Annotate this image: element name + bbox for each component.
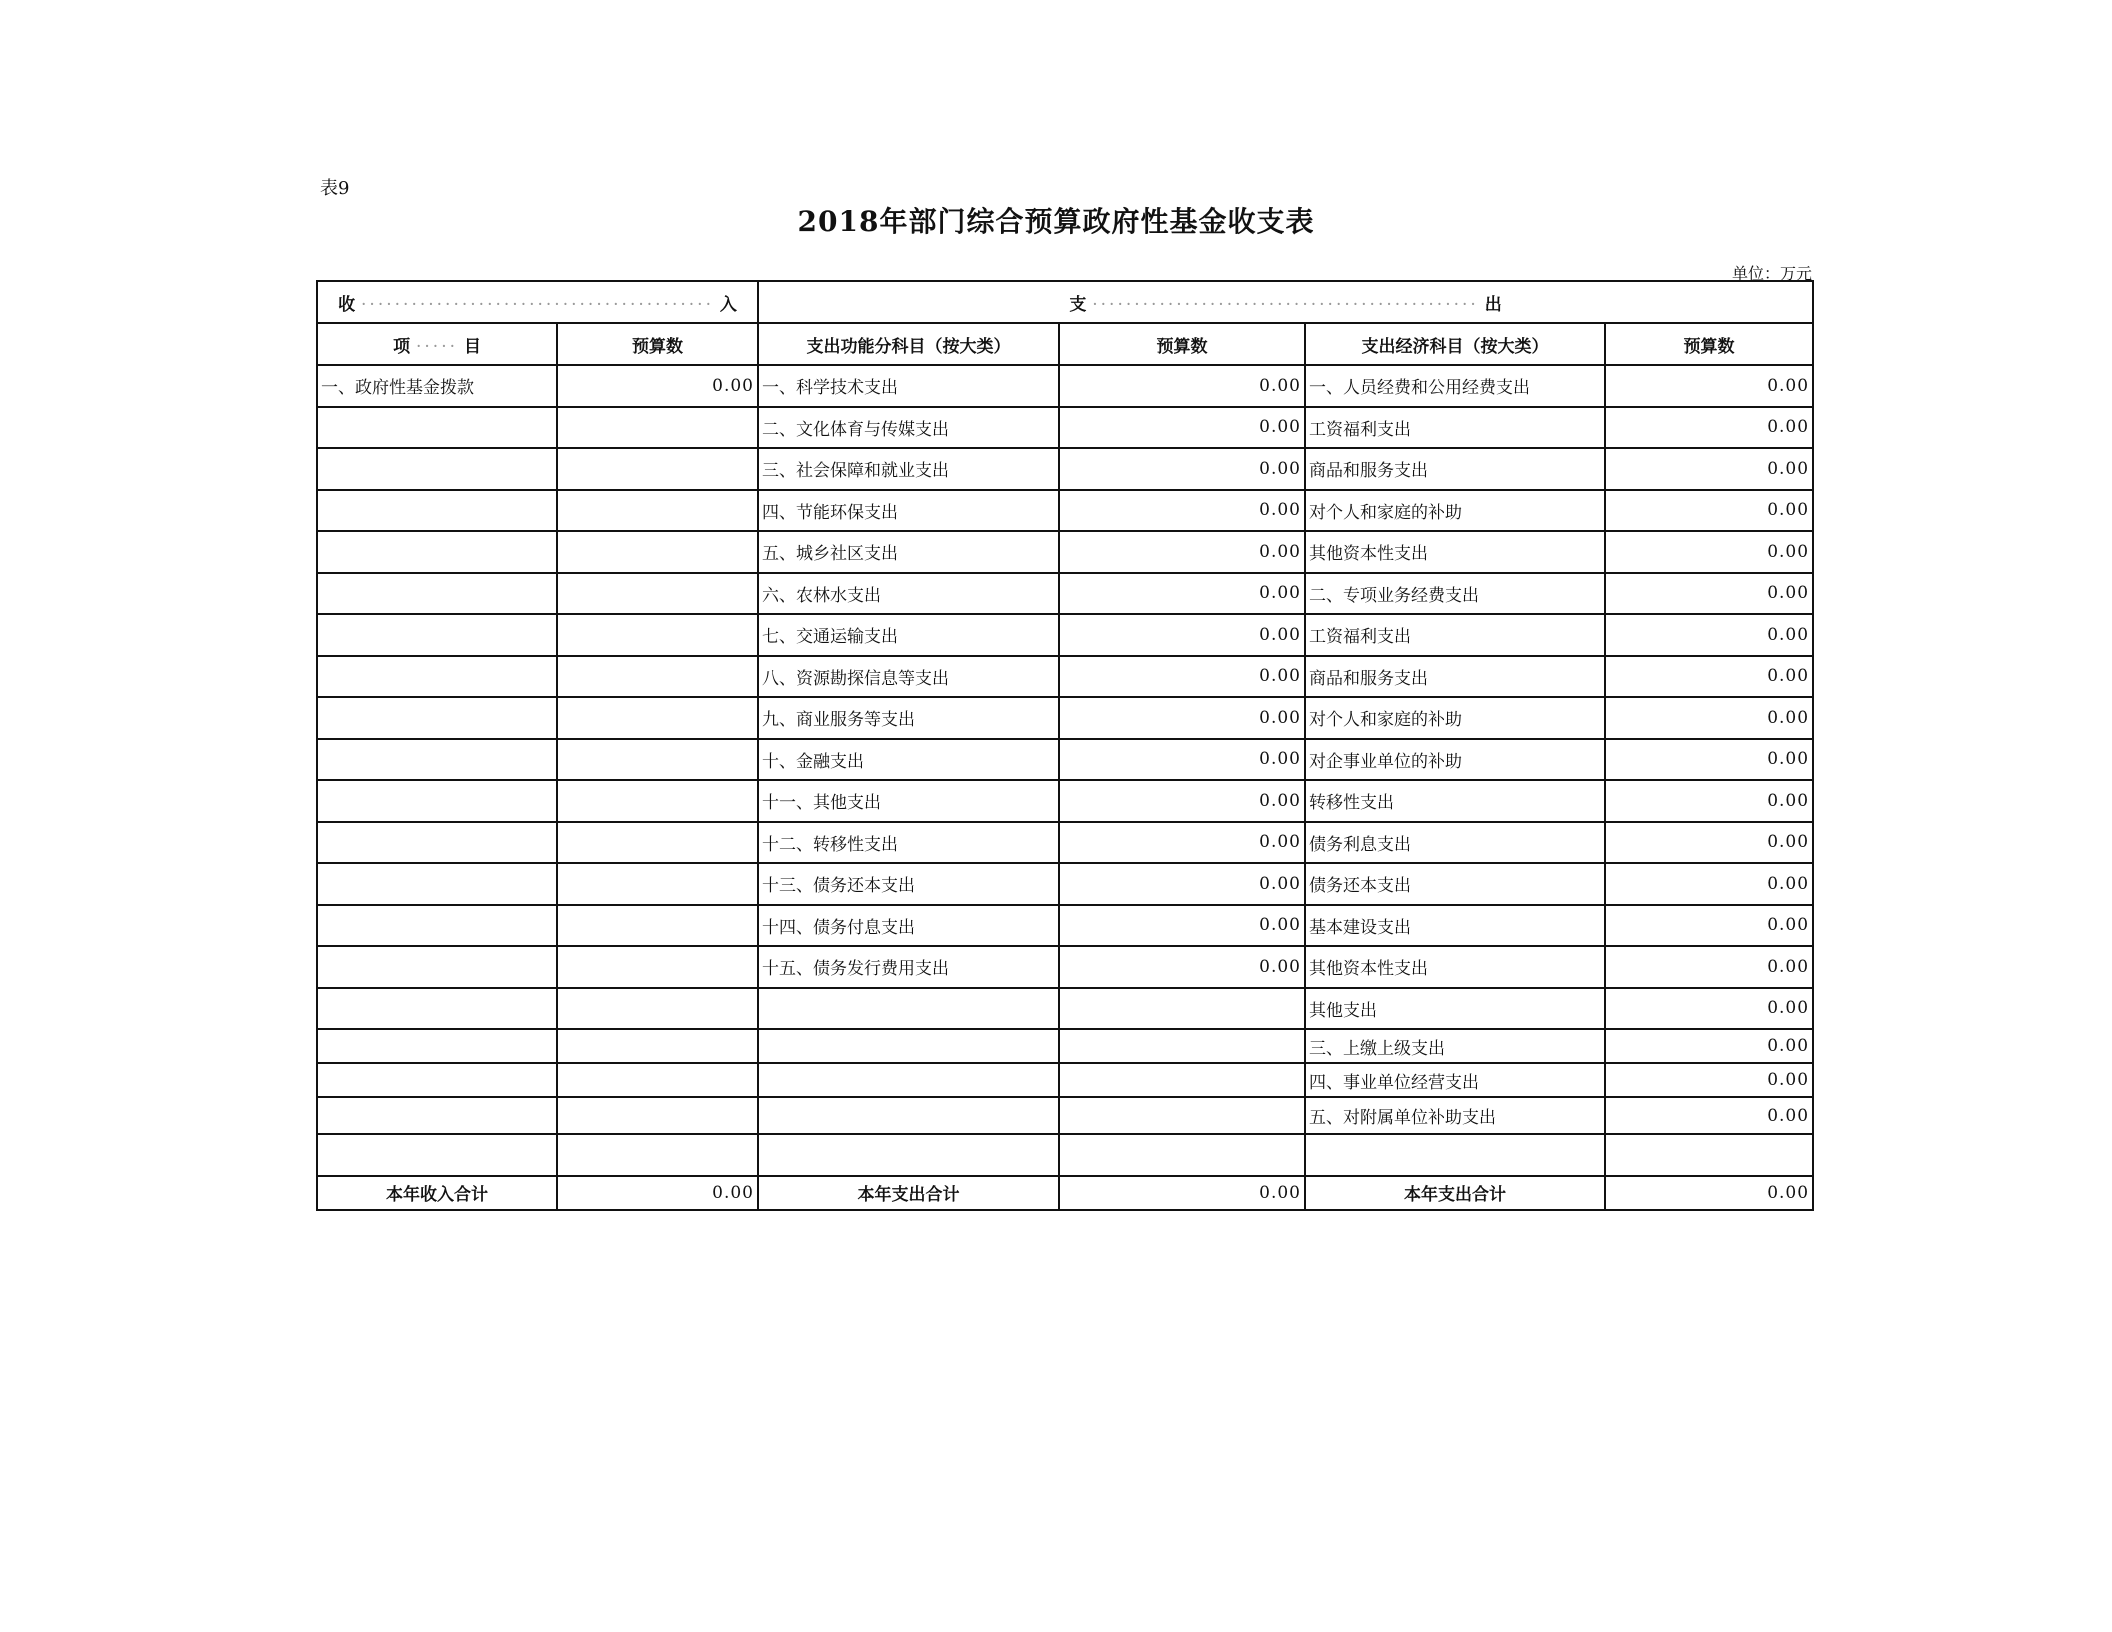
table-row	[317, 1097, 1813, 1134]
income-item	[317, 697, 557, 739]
econ-value: 0.00	[1605, 988, 1813, 1030]
econ-value: 0.00	[1605, 1097, 1813, 1134]
col-func-header: 支出功能分科目（按大类）	[758, 323, 1059, 365]
econ-item: 一、人员经费和公用经费支出	[1305, 365, 1605, 407]
table-row	[317, 1134, 1813, 1176]
econ-value: 0.00	[1605, 614, 1813, 656]
income-group-label-a: 收	[338, 294, 356, 315]
econ-item: 债务利息支出	[1305, 822, 1605, 864]
func-item: 十四、债务付息支出	[758, 905, 1059, 947]
income-item	[317, 905, 557, 947]
econ-item: 基本建设支出	[1305, 905, 1605, 947]
econ-item: 二、专项业务经费支出	[1305, 573, 1605, 615]
income-item	[317, 988, 557, 1030]
func-value	[1059, 988, 1305, 1030]
expense-group-label-a: 支	[1069, 294, 1087, 315]
econ-item: 五、对附属单位补助支出	[1305, 1097, 1605, 1134]
expense-group-label-b: 出	[1484, 294, 1502, 315]
func-item: 四、节能环保支出	[758, 490, 1059, 532]
table-row	[317, 490, 1813, 532]
table-row	[317, 407, 1813, 449]
func-item: 十三、债务还本支出	[758, 863, 1059, 905]
table-row	[317, 573, 1813, 615]
income-value	[557, 614, 758, 656]
func-item	[758, 988, 1059, 1030]
func-value: 0.00	[1059, 739, 1305, 781]
econ-total-value: 0.00	[1605, 1176, 1813, 1210]
table-row	[317, 863, 1813, 905]
income-item	[317, 656, 557, 698]
econ-item: 商品和服务支出	[1305, 656, 1605, 698]
unit-label: 单位：万元	[1731, 264, 1812, 283]
income-value	[557, 1097, 758, 1134]
income-value	[557, 531, 758, 573]
income-item: 一、政府性基金拨款	[317, 365, 557, 407]
func-value	[1059, 1029, 1305, 1063]
econ-item: 商品和服务支出	[1305, 448, 1605, 490]
col-econ-header: 支出经济科目（按大类）	[1305, 323, 1605, 365]
income-item	[317, 1097, 557, 1134]
func-item: 六、农林水支出	[758, 573, 1059, 615]
econ-item: 工资福利支出	[1305, 614, 1605, 656]
econ-value: 0.00	[1605, 656, 1813, 698]
income-value: 0.00	[557, 365, 758, 407]
page-title: 2018年部门综合预算政府性基金收支表	[797, 205, 1315, 238]
econ-value: 0.00	[1605, 448, 1813, 490]
func-item: 十二、转移性支出	[758, 822, 1059, 864]
income-value	[557, 407, 758, 449]
func-item	[758, 1097, 1059, 1134]
col-econ-budget-header: 预算数	[1605, 323, 1813, 365]
table-row	[317, 656, 1813, 698]
income-group-header	[317, 281, 758, 323]
func-total-label: 本年支出合计	[758, 1176, 1059, 1210]
table-row	[317, 905, 1813, 947]
func-value	[1059, 1063, 1305, 1097]
func-value: 0.00	[1059, 573, 1305, 615]
income-value	[557, 656, 758, 698]
func-total-value: 0.00	[1059, 1176, 1305, 1210]
income-value	[557, 780, 758, 822]
econ-value: 0.00	[1605, 1063, 1813, 1097]
func-item: 三、社会保障和就业支出	[758, 448, 1059, 490]
income-value	[557, 1134, 758, 1176]
econ-value: 0.00	[1605, 573, 1813, 615]
income-value	[557, 573, 758, 615]
expense-group-header	[758, 281, 1813, 323]
table-row	[317, 780, 1813, 822]
col-item-label-b: 目	[463, 336, 481, 357]
econ-value: 0.00	[1605, 739, 1813, 781]
income-item	[317, 1134, 557, 1176]
func-value	[1059, 1097, 1305, 1134]
func-item	[758, 1029, 1059, 1063]
table-row	[317, 822, 1813, 864]
func-item: 二、文化体育与传媒支出	[758, 407, 1059, 449]
func-value	[1059, 1134, 1305, 1176]
table-row	[317, 739, 1813, 781]
func-value: 0.00	[1059, 407, 1305, 449]
income-value	[557, 739, 758, 781]
func-item: 五、城乡社区支出	[758, 531, 1059, 573]
econ-item: 四、事业单位经营支出	[1305, 1063, 1605, 1097]
econ-value: 0.00	[1605, 697, 1813, 739]
income-item	[317, 946, 557, 988]
income-value	[557, 988, 758, 1030]
func-item: 八、资源勘探信息等支出	[758, 656, 1059, 698]
func-value: 0.00	[1059, 697, 1305, 739]
func-value: 0.00	[1059, 822, 1305, 864]
budget-table	[316, 280, 1814, 1211]
econ-item: 债务还本支出	[1305, 863, 1605, 905]
income-value	[557, 905, 758, 947]
func-value: 0.00	[1059, 656, 1305, 698]
func-item: 一、科学技术支出	[758, 365, 1059, 407]
table-row	[317, 365, 1813, 407]
func-value: 0.00	[1059, 863, 1305, 905]
econ-value: 0.00	[1605, 822, 1813, 864]
table-row	[317, 1063, 1813, 1097]
income-total-value: 0.00	[557, 1176, 758, 1210]
totals-row	[317, 1176, 1813, 1210]
table-number: 表9	[320, 178, 350, 199]
econ-value: 0.00	[1605, 365, 1813, 407]
func-item	[758, 1134, 1059, 1176]
income-item	[317, 780, 557, 822]
econ-item: 对个人和家庭的补助	[1305, 697, 1605, 739]
income-value	[557, 448, 758, 490]
econ-item: 其他资本性支出	[1305, 946, 1605, 988]
col-income-budget-header: 预算数	[557, 323, 758, 365]
func-item: 九、商业服务等支出	[758, 697, 1059, 739]
income-item	[317, 490, 557, 532]
func-value: 0.00	[1059, 490, 1305, 532]
func-item: 十、金融支出	[758, 739, 1059, 781]
income-item	[317, 739, 557, 781]
econ-value: 0.00	[1605, 407, 1813, 449]
econ-item: 转移性支出	[1305, 780, 1605, 822]
func-item: 十一、其他支出	[758, 780, 1059, 822]
func-value: 0.00	[1059, 780, 1305, 822]
col-item-label-a: 项	[393, 336, 411, 357]
econ-item: 三、上缴上级支出	[1305, 1029, 1605, 1063]
income-value	[557, 1063, 758, 1097]
table-row	[317, 448, 1813, 490]
econ-value: 0.00	[1605, 863, 1813, 905]
econ-value: 0.00	[1605, 780, 1813, 822]
func-item	[758, 1063, 1059, 1097]
econ-item: 对企事业单位的补助	[1305, 739, 1605, 781]
table-row	[317, 988, 1813, 1030]
income-value	[557, 490, 758, 532]
header-dots: ··········································	[361, 294, 714, 315]
func-value: 0.00	[1059, 531, 1305, 573]
income-group-label-b: 入	[719, 294, 737, 315]
econ-value	[1605, 1134, 1813, 1176]
econ-value: 0.00	[1605, 531, 1813, 573]
income-value	[557, 946, 758, 988]
table-row	[317, 697, 1813, 739]
col-item-header	[317, 323, 557, 365]
econ-value: 0.00	[1605, 490, 1813, 532]
header-dots: ·····	[415, 336, 459, 357]
table-row	[317, 531, 1813, 573]
income-item	[317, 407, 557, 449]
income-item	[317, 822, 557, 864]
func-value: 0.00	[1059, 365, 1305, 407]
income-value	[557, 697, 758, 739]
table-row	[317, 614, 1813, 656]
econ-item: 其他资本性支出	[1305, 531, 1605, 573]
func-value: 0.00	[1059, 946, 1305, 988]
income-item	[317, 573, 557, 615]
func-value: 0.00	[1059, 614, 1305, 656]
header-dots: ··············································	[1092, 294, 1479, 315]
income-item	[317, 863, 557, 905]
econ-item: 工资福利支出	[1305, 407, 1605, 449]
income-item	[317, 1063, 557, 1097]
table-row	[317, 946, 1813, 988]
func-value: 0.00	[1059, 905, 1305, 947]
func-item: 七、交通运输支出	[758, 614, 1059, 656]
econ-total-label: 本年支出合计	[1305, 1176, 1605, 1210]
income-value	[557, 822, 758, 864]
econ-value: 0.00	[1605, 946, 1813, 988]
func-value: 0.00	[1059, 448, 1305, 490]
income-item	[317, 1029, 557, 1063]
income-value	[557, 1029, 758, 1063]
econ-value: 0.00	[1605, 905, 1813, 947]
econ-value: 0.00	[1605, 1029, 1813, 1063]
income-item	[317, 614, 557, 656]
income-value	[557, 863, 758, 905]
econ-item: 对个人和家庭的补助	[1305, 490, 1605, 532]
income-total-label: 本年收入合计	[317, 1176, 557, 1210]
table-row	[317, 1029, 1813, 1063]
econ-item: 其他支出	[1305, 988, 1605, 1030]
income-item	[317, 448, 557, 490]
income-item	[317, 531, 557, 573]
col-func-budget-header: 预算数	[1059, 323, 1305, 365]
econ-item	[1305, 1134, 1605, 1176]
func-item: 十五、债务发行费用支出	[758, 946, 1059, 988]
